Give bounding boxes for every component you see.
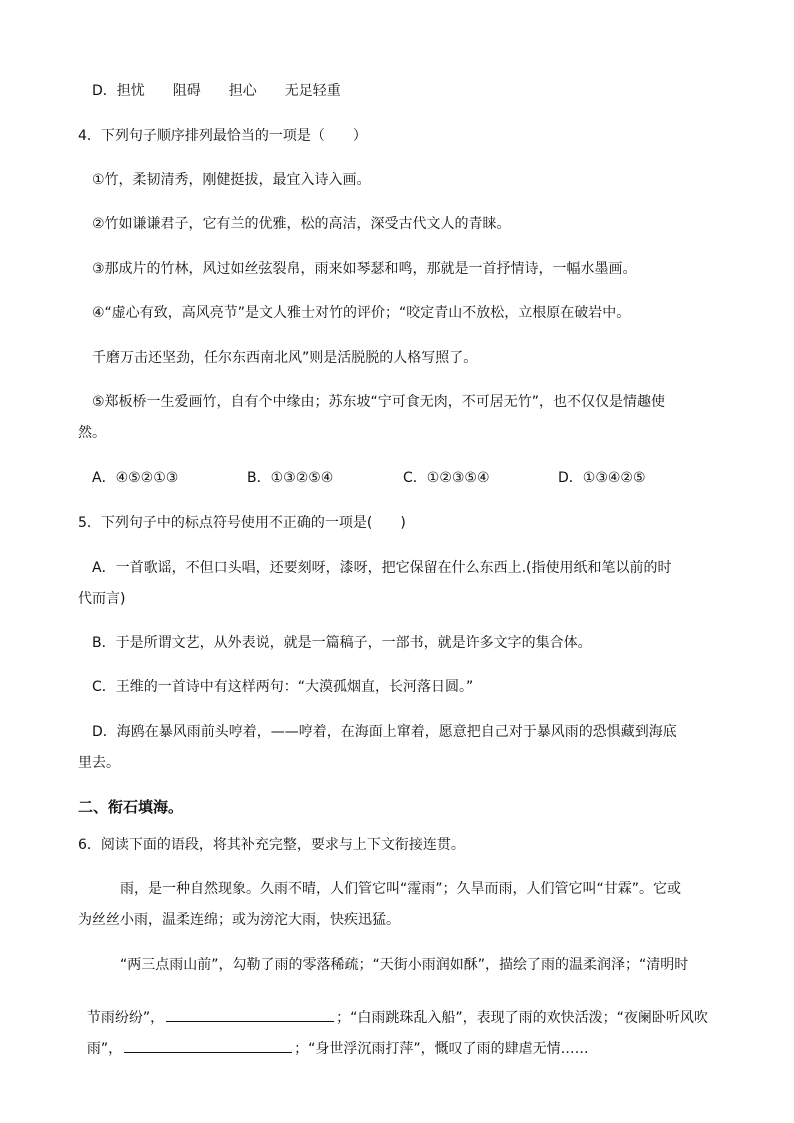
section-2-title: 二、衔石填海。 [78, 798, 184, 816]
q4-sentence-5-line1: ⑤郑板桥一生爱画竹，自有个中缘由；苏东坡“宁可食无肉，不可居无竹”，也不仅仅是情趣使 [92, 394, 666, 410]
q4-option-d: D．①③④②⑤ [558, 470, 646, 486]
q6-paragraph-2-line3 [78, 1017, 589, 1059]
q5-option-b: B．于是所谓文艺，从外表说，就是一篇稿子，一部书，就是许多文字的集合体。 [92, 635, 592, 651]
q4-sentence-4-line1: ④“虚心有致，高风亮节”是文人雅士对竹的评价；“咬定青山不放松，立根原在破岩中。 [92, 305, 631, 321]
q6-line3-text-b: ；“身世浮沉雨打萍”，慨叹了雨的肆虐无情…… [294, 1041, 589, 1057]
q6-paragraph-1-line2: 为丝丝小雨，温柔连绵；或为滂沱大雨，快疾迅猛。 [78, 912, 400, 928]
q4-stem: 4．下列句子顺序排列最恰当的一项是（ ） [78, 128, 367, 144]
q5-option-a-line2: 代而言) [78, 591, 126, 607]
q6-paragraph-1-line1: 雨，是一种自然现象。久雨不晴，人们管它叫“霪雨”；久旱而雨，人们管它叫“甘霖”。它或 [120, 881, 682, 897]
q4-option-c: C．①②③⑤④ [403, 470, 490, 486]
q4-option-a: A．④⑤②①③ [92, 470, 179, 486]
q5-option-c: C．王维的一首诗中有这样两句：“大漠孤烟直，长河落日圆。” [92, 679, 474, 695]
q5-option-d-line1: D．海鸥在暴风雨前头哼着，——哼着，在海面上窜着，愿意把自己对于暴风雨的恐惧藏到海底 [92, 724, 677, 740]
q6-line2-text-b: ；“白雨跳珠乱入船”，表现了雨的欢快活泼；“夜阑卧听风吹 [336, 1010, 708, 1026]
q5-option-a-line1: A．一首歌谣，不但口头唱，还要刻呀，漆呀，把它保留在什么东西上.(指使用纸和笔以前的时 [92, 560, 672, 576]
q4-sentence-3: ③那成片的竹林，风过如丝弦裂帛，雨来如琴瑟和鸣，那就是一首抒情诗，一幅水墨画。 [92, 261, 637, 277]
q3-option-d: D．担忧 阻碍 担心 无足轻重 [92, 83, 341, 99]
q6-stem: 6．阅读下面的语段，将其补充完整，要求与上下文衔接连贯。 [78, 837, 465, 853]
q4-option-b: B．①③②⑤④ [247, 470, 334, 486]
answer-blank-2[interactable] [124, 1037, 292, 1053]
q6-line2-text-a: 节雨纷纷”， [86, 1010, 165, 1026]
q4-sentence-2: ②竹如谦谦君子，它有兰的优雅，松的高洁，深受古代文人的青睐。 [92, 216, 511, 232]
q4-sentence-1: ①竹，柔韧清秀，刚健挺拔，最宜入诗入画。 [92, 172, 371, 188]
q5-stem: 5．下列句子中的标点符号使用不正确的一项是( ) [78, 515, 406, 531]
q4-sentence-4-line2: 千磨万击还坚劲，任尔东西南北风”则是活脱脱的人格写照了。 [92, 350, 478, 366]
q5-option-d-line2: 里去。 [78, 755, 120, 771]
q6-line3-text-a: 雨”， [86, 1041, 123, 1057]
q6-paragraph-2-line1: “两三点雨山前”，勾勒了雨的零落稀疏；“天街小雨润如酥”，描绘了雨的温柔润泽；“清明时 [120, 957, 689, 973]
q4-sentence-5-line2: 然。 [78, 425, 106, 441]
